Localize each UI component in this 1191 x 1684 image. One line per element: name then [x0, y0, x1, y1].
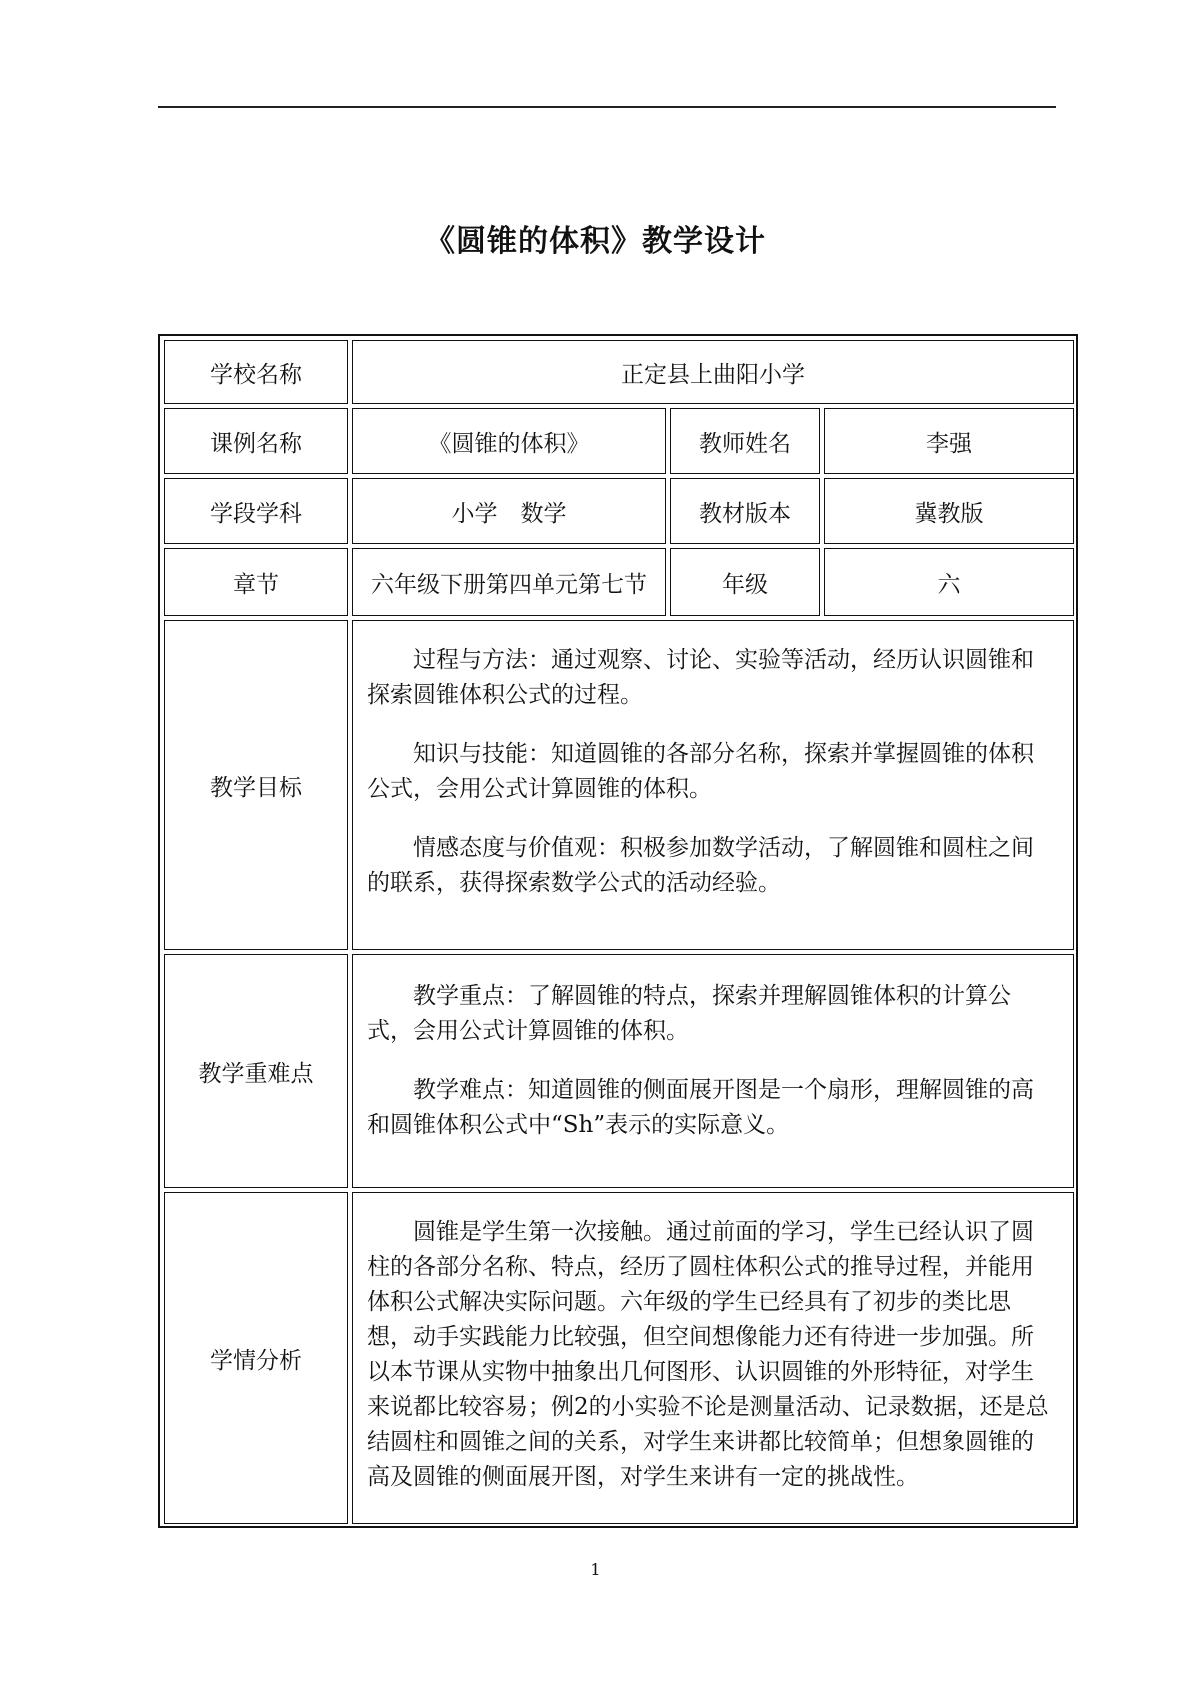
- lesson-name-value: 《圆锥的体积》: [352, 408, 666, 474]
- header-rule: [158, 106, 1056, 108]
- teacher-name-value: 李强: [824, 408, 1074, 474]
- difficult-point-paragraph: 教学难点：知道圆锥的侧面展开图是一个扇形，理解圆锥的高和圆锥体积公式中“Sh”表示的实际意义。: [367, 1077, 1034, 1138]
- school-name-value: 正定县上曲阳小学: [352, 340, 1074, 404]
- student-analysis-paragraph: 圆锥是学生第一次接触。通过前面的学习，学生已经认识了圆柱的各部分名称、特点，经历了圆柱体积公式的推导过程，并能用体积公式解决实际问题。六年级的学生已经具有了初步的类比思想，动手实践能力比较强，但空间想像能力还有待进一步加强。所以本节课从实物中抽象出几何图形、认识圆锥的外形特征，对学生来说都比较容易；例2的小实验不论是测量活动、记录数据，还是总结圆柱和圆锥之间的关系，对学生来讲都比较简单；但想象圆锥的高及圆锥的侧面展开图，对学生来讲有一定的挑战性。: [367, 1219, 1049, 1490]
- teacher-name-label: 教师姓名: [670, 408, 820, 474]
- lesson-name-label: 课例名称: [164, 408, 348, 474]
- teaching-objectives-content: [352, 620, 1074, 950]
- objective-attitude-values: 情感态度与价值观：积极参加数学活动，了解圆锥和圆柱之间的联系，获得探索数学公式的活动经验。: [367, 835, 1034, 896]
- key-point-paragraph: 教学重点：了解圆锥的特点，探索并理解圆锥体积的计算公式，会用公式计算圆锥的体积。: [367, 983, 1011, 1044]
- key-difficult-points-label: 教学重难点: [164, 954, 348, 1188]
- textbook-edition-value: 冀教版: [824, 478, 1074, 544]
- document-title: 《圆锥的体积》教学设计: [425, 224, 766, 259]
- student-analysis-content: [352, 1192, 1074, 1524]
- textbook-edition-label: 教材版本: [670, 478, 820, 544]
- lesson-design-table: [158, 334, 1078, 1528]
- teaching-objectives-label: 教学目标: [164, 620, 348, 950]
- school-name-label: 学校名称: [164, 340, 348, 404]
- chapter-value: 六年级下册第四单元第七节: [352, 548, 666, 616]
- objective-process-method: 过程与方法：通过观察、讨论、实验等活动，经历认识圆锥和探索圆锥体积公式的过程。: [367, 647, 1034, 708]
- student-analysis-label: 学情分析: [164, 1192, 348, 1524]
- stage-subject-value: 小学 数学: [352, 478, 666, 544]
- key-difficult-points-content: [352, 954, 1074, 1188]
- page-number: 1: [590, 1560, 601, 1579]
- grade-value: 六: [824, 548, 1074, 616]
- stage-subject-label: 学段学科: [164, 478, 348, 544]
- objective-knowledge-skill: 知识与技能：知道圆锥的各部分名称，探索并掌握圆锥的体积公式，会用公式计算圆锥的体积。: [367, 741, 1034, 802]
- grade-label: 年级: [670, 548, 820, 616]
- chapter-label: 章节: [164, 548, 348, 616]
